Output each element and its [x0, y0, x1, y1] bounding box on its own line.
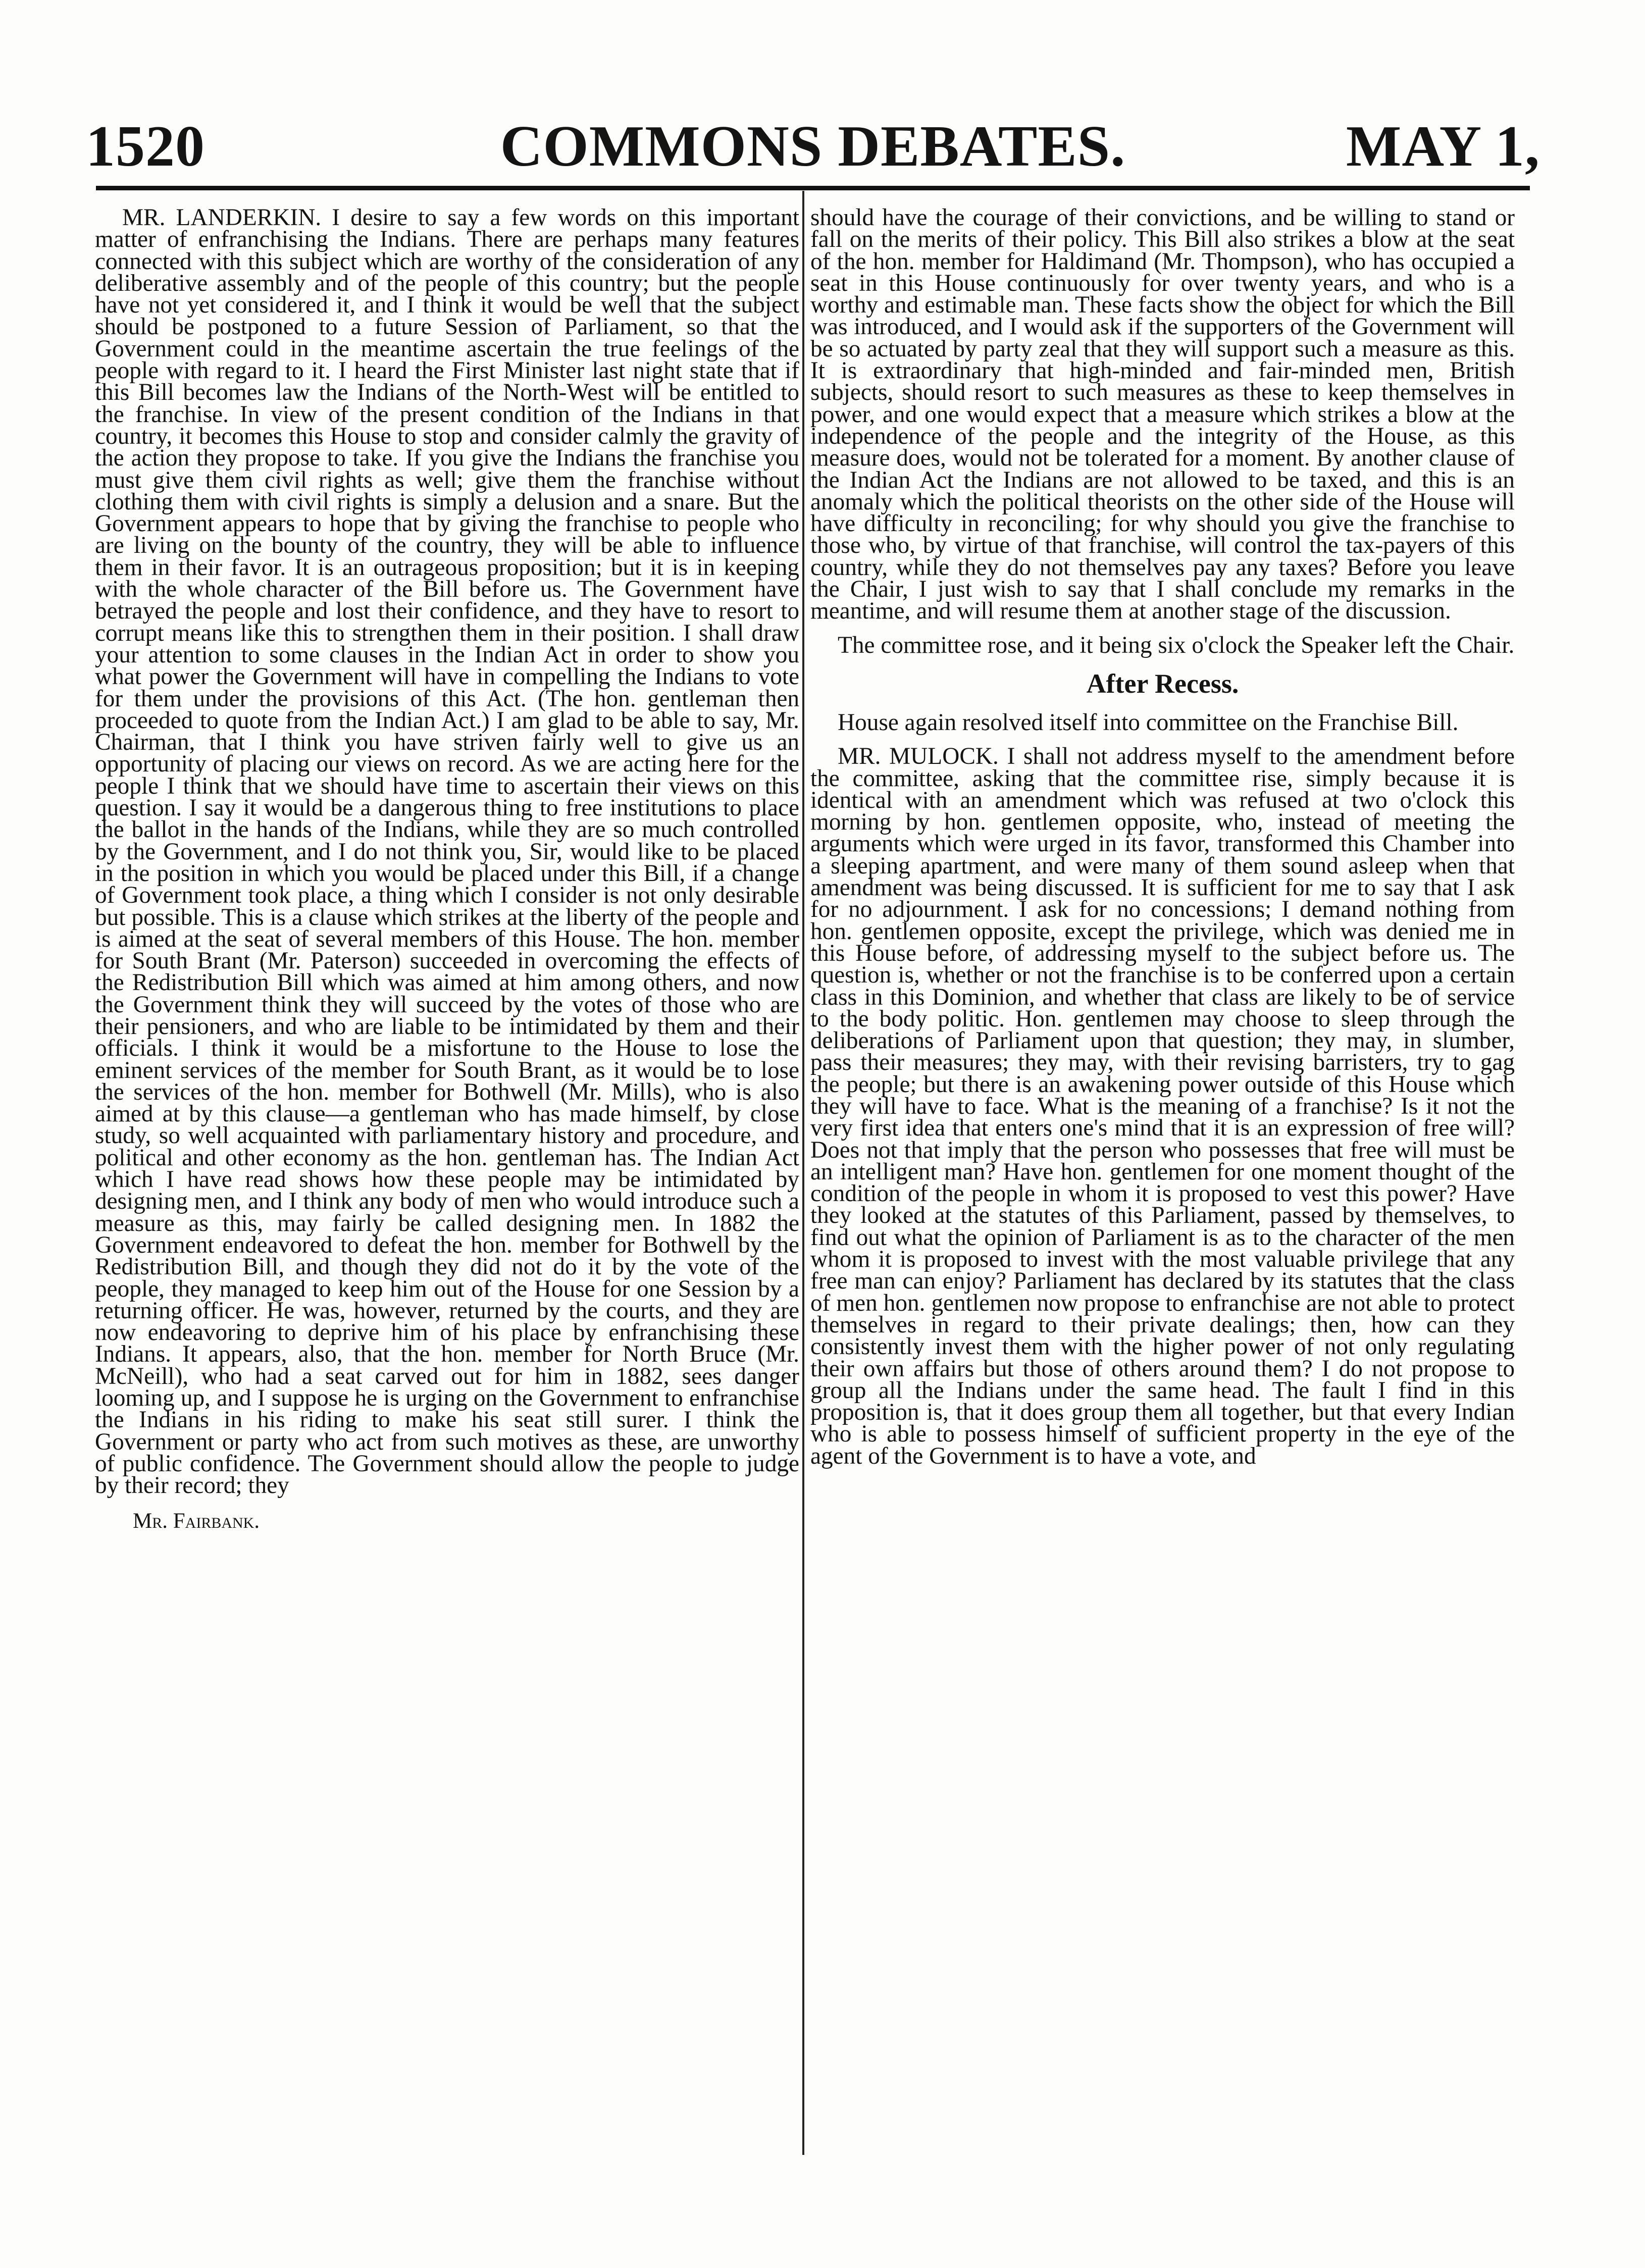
- speech-text: I desire to say a few words on this important matter of enfranchising the Indians. There are perhaps many features connected with this subject which are worthy of the consideration of any deliberative assembly and of the people of this country; but the people have not yet considered it, and I think it would be well that the subject should be postponed to a future Session of Parliament, so that the Government could in the meantime ascertain the true feelings of the people with regard to it. I heard the First Minister last night state that if this Bill becomes law the Indians of the North-West will be entitled to the franchise. In view of the present condition of the Indians in that country, it becomes this House to stop and consider calmly the gravity of the action they propose to take. If you give the Indians the franchise you must give them civil rights as well; give them the franchise without clothing them with civil rights is simply a delusion and a snare. But the Government appears to hope that by giving the franchise to people who are living on the bounty of the country, they will be able to influence them in their favor. It is an outrageous proposition; but it is in keeping with the whole character of the Bill before us. The Government have betrayed the people and lost their confidence, and they have to resort to corrupt means like this to strengthen them in their position. I shall draw your attention to some clauses in the Indian Act in order to show you what power the Government will have in compelling the Indians to vote for them under the provisions of this Act. (The hon. gentleman then proceeded to quote from the Indian Act.) I am glad to be able to say, Mr. Chairman, that I think you have striven fairly well to give us an opportunity of placing our views on record. As we are acting here for the people I think that we should have time to ascertain their views on this question. I say it would be a dangerous thing to free institutions to place the ballot in the hands of the Indians, while they are so much controlled by the Government, and I do not think you, Sir, would like to be placed in the position in which you would be placed under this Bill, if a change of Government took place, a thing which I consider is not only desirable but possible. This is a clause which strikes at the liberty of the people and is aimed at the seat of several members of this House. The hon. member for South Brant (Mr. Paterson) succeeded in overcoming the effects of the Redistribution Bill which was aimed at him among others, and now the Government think they will succeed by the votes of those who are their pensioners, and who are liable to be intimidated by them and their officials. I think it would be a misfortune to the House to lose the eminent services of the member for South Brant, as it would be to lose the services of the hon. member for Bothwell (Mr. Mills), who is also aimed at by this clause—a gentleman who has made himself, by close study, so well acquainted with parliamentary history and procedure, and political and other economy as the hon. gentleman has. The Indian Act which I have read shows how these people may be intimidated by designing men, and I think any body of men who would introduce such a measure as this, may fairly be called designing men. In 1882 the Government endeavored to defeat the hon. member for Bothwell by the Redistribution Bill, and though they did not do it by the vote of the people, they managed to keep him out of the House for one Session by a returning officer. He was, however, returned by the courts, and they are now endeavoring to deprive him of his place by enfranchising these Indians. It appears, also, that the hon. member for North Bruce (Mr. McNeill), who had a seat carved out for him in 1882, sees danger looming up, and I suppose he is urging on the Government to enfranchise the Indians in his riding to make his seat still surer. I think the Government or party who act from such motives as these, are unworthy of public confidence. The Government should allow the people to judge by their record; they: [95, 204, 799, 1499]
- publication-title: COMMONS DEBATES.: [500, 114, 1126, 179]
- page-date: MAY 1,: [1346, 114, 1540, 179]
- left-column: [95, 204, 799, 1533]
- page-header: [86, 109, 1540, 184]
- speaker-name: MR. MULOCK.: [838, 743, 999, 770]
- column-divider: [802, 191, 804, 2155]
- page-number: 1520: [86, 114, 205, 179]
- signature-name: Fairbank.: [173, 1509, 260, 1533]
- right-column: [810, 204, 1515, 1479]
- speech-text: I shall not address myself to the amendment before the committee, asking that the committee rise, simply because it is identical with an amendment which was refused at two o'clock this morning by hon. gentlemen opposite, who, instead of meeting the arguments which were urged in its favor, transformed this Chamber into a sleeping apartment, and were many of them sound asleep when that amendment was being discussed. It is sufficient for me to say that I ask for no adjournment. I ask for no concessions; I demand nothing from hon. gentlemen opposite, except the privilege, which was denied me in this House before, of addressing myself to the subject before us. The question is, whether or not the franchise is to be conferred upon a certain class in this Dominion, and whether that class are likely to be of service to the body politic. Hon. gentlemen may choose to sleep through the deliberations of Parliament upon that question; they may, in slumber, pass their measures; they may, with their revising barristers, try to gag the people; but there is an awakening power outside of this House which they will have to face. What is the meaning of a franchise? Is it not the very first idea that enters one's mind that it is an expression of free will? Does not that imply that the person who possesses that free will must be an intelligent man? Have hon. gentlemen for one moment thought of the condition of the people in whom it is proposed to vest this power? Have they looked at the statutes of this Parliament, passed by themselves, to find out what the opinion of Parliament is as to the character of the men whom it is proposed to invest with the most valuable privilege that any free man can enjoy? Parliament has declared by its statutes that the class of men hon. gentlemen now propose to enfranchise are not able to protect themselves in regard to their private dealings; then, how can they consistently invest them with the higher power of not only regulating their own affairs but those of others around them? I do not propose to group all the Indians under the same head. The fault I find in this proposition is, that it does group them all together, but that every Indian who is able to possess himself of sufficient property in the eye of the agent of the Government is to have a vote, and: [810, 743, 1515, 1469]
- resolved-paragraph: House again resolved itself into committee on the Franchise Bill.: [838, 709, 1459, 736]
- speaker-name: MR. LANDERKIN.: [122, 204, 322, 231]
- signature-prefix: Mr.: [133, 1509, 168, 1533]
- mulock-speech: [810, 743, 1515, 1469]
- header-rule: [96, 186, 1530, 190]
- committee-rose-paragraph: The committee rose, and it being six o'clock the Speaker left the Chair.: [838, 632, 1515, 658]
- landerkin-speech: [95, 204, 799, 1499]
- continued-paragraph: should have the courage of their convictions, and be willing to stand or fall on the merits of their policy. This Bill also strikes a blow at the seat of the hon. member for Haldimand (Mr. Thompson), who has occupied a seat in this House continuously for over twenty years, and who is a worthy and estimable man. These facts show the object for which the Bill was introduced, and I would ask if the supporters of the Government will be so actuated by party zeal that they will support such a measure as this. It is extraordinary that high-minded and fair-minded men, British subjects, should resort to such measures as these to keep themselves in power, and one would expect that a measure which strikes a blow at the independence of the people and the integrity of the House, as this measure does, would not be tolerated for a moment. By another clause of the Indian Act the Indians are not allowed to be taxed, and this is an anomaly which the political theorists on the other side of the House will have difficulty in reconciling; for why should you give the franchise to those who, by virtue of that franchise, will control the tax-payers of this country, while they do not themselves pay any taxes? Before you leave the Chair, I just wish to say that I shall conclude my remarks in the meantime, and will resume them at another stage of the discussion.: [810, 204, 1515, 625]
- section-heading: After Recess.: [1086, 668, 1239, 699]
- page-signature: [95, 1509, 799, 1533]
